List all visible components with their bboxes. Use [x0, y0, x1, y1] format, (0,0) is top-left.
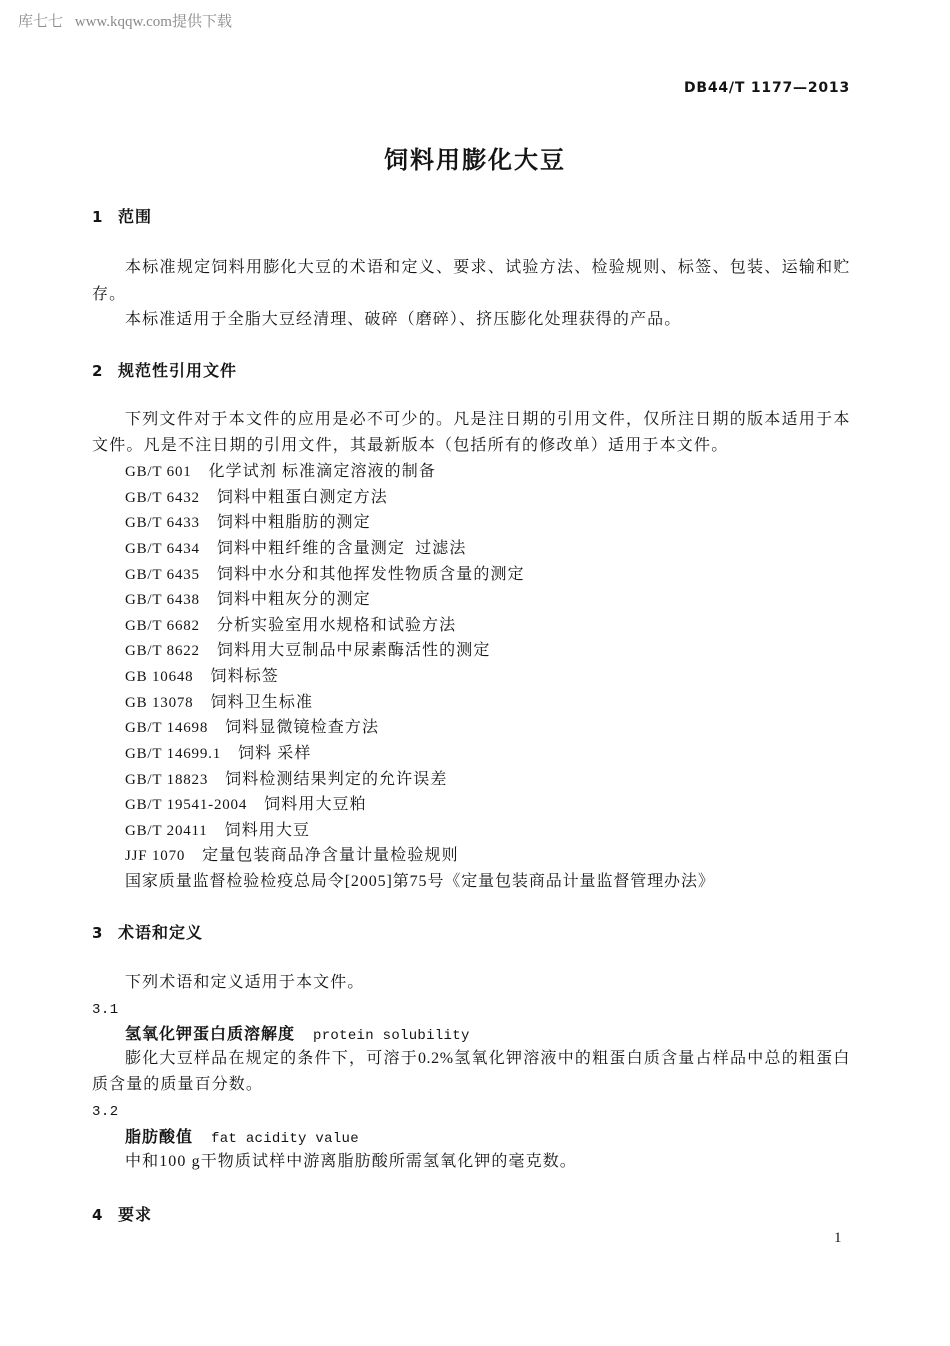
- standard-code-header: DB44/T 1177—2013: [683, 80, 850, 96]
- reference-item: [125, 590, 715, 616]
- paragraph-line: 下列术语和定义适用于本文件。: [125, 974, 365, 991]
- reference-title: 饲料中水分和其他挥发性物质含量的测定: [216, 565, 525, 583]
- reference-code: GB/T 6433: [125, 515, 200, 532]
- term-heading: [125, 1127, 359, 1147]
- term-number: 3.2: [92, 1104, 119, 1120]
- reference-item: [125, 565, 715, 591]
- document-title: 饲料用膨化大豆: [384, 146, 566, 174]
- paragraph-line: 本标准规定饲料用膨化大豆的术语和定义、要求、试验方法、检验规则、标签、包装、运输和贮: [125, 259, 850, 276]
- reference-code: GB/T 6682: [125, 617, 200, 634]
- term-number: 3.1: [92, 1002, 119, 1018]
- normative-references-list: [125, 462, 715, 898]
- reference-title: 饲料中粗纤维的含量测定 过滤法: [216, 539, 467, 557]
- section-heading-normative-references: [92, 361, 237, 381]
- term-english: protein solubility: [313, 1028, 470, 1044]
- reference-item: [125, 488, 715, 514]
- reference-code: GB/T 18823: [125, 771, 209, 788]
- reference-code: GB/T 14699.1: [125, 745, 221, 762]
- section-number: 3: [92, 924, 103, 942]
- reference-note-item: [125, 872, 715, 898]
- paragraph-line: 本标准适用于全脂大豆经清理、破碎（磨碎）、挤压膨化处理获得的产品。: [125, 311, 682, 328]
- paragraph-line: 存。: [92, 286, 127, 303]
- reference-title: 饲料中粗蛋白测定方法: [216, 488, 388, 506]
- term-english: fat acidity value: [211, 1131, 359, 1147]
- term-chinese: 脂肪酸值: [125, 1127, 194, 1146]
- section-title: 要求: [118, 1205, 153, 1224]
- reference-item: [125, 641, 715, 667]
- reference-title: 饲料中粗脂肪的测定: [216, 514, 371, 532]
- reference-item: [125, 693, 715, 719]
- definition-line: 质含量的质量百分数。: [92, 1076, 264, 1093]
- reference-title: 定量包装商品净含量计量检验规则: [202, 847, 459, 865]
- reference-code: GB/T 6435: [125, 566, 200, 583]
- page-number: 1: [834, 1230, 842, 1246]
- section-heading-terms-and-definitions: [92, 923, 203, 943]
- term-chinese: 氢氧化钾蛋白质溶解度: [125, 1024, 296, 1043]
- reference-title: 饲料检测结果判定的允许误差: [225, 770, 448, 788]
- reference-code: GB/T 6434: [125, 540, 200, 557]
- section-title: 范围: [118, 207, 153, 226]
- reference-item: [125, 821, 715, 847]
- reference-code: JJF 1070: [125, 848, 186, 865]
- reference-item: [125, 513, 715, 539]
- reference-title: 饲料用大豆粕: [264, 796, 367, 814]
- section-heading-requirements: [92, 1205, 152, 1225]
- reference-item: [125, 539, 715, 565]
- reference-item: [125, 795, 715, 821]
- term-heading: [125, 1024, 470, 1044]
- paragraph-line: 下列文件对于本文件的应用是必不可少的。凡是注日期的引用文件，仅所注日期的版本适用于本: [125, 411, 850, 428]
- reference-item: [125, 616, 715, 642]
- paragraph-line: 文件。凡是不注日期的引用文件，其最新版本（包括所有的修改单）适用于本文件。: [92, 437, 729, 454]
- reference-title: 饲料显微镜检查方法: [225, 719, 380, 737]
- reference-item: [125, 718, 715, 744]
- reference-code: GB/T 19541-2004: [125, 797, 248, 814]
- reference-title: 饲料 采样: [238, 744, 312, 762]
- section-title: 规范性引用文件: [118, 361, 238, 380]
- reference-title: 饲料中粗灰分的测定: [216, 591, 371, 609]
- section-number: 4: [92, 1206, 103, 1224]
- section-heading-scope: [92, 207, 152, 227]
- definition-line: 膨化大豆样品在规定的条件下，可溶于0.2%氢氧化钾溶液中的粗蛋白质含量占样品中总的粗蛋白: [125, 1050, 850, 1067]
- reference-code: GB 10648: [125, 669, 194, 685]
- section-number: 2: [92, 362, 103, 380]
- reference-code: GB/T 8622: [125, 643, 200, 660]
- reference-title: 分析实验室用水规格和试验方法: [216, 616, 457, 634]
- reference-code: GB/T 6438: [125, 592, 200, 609]
- reference-item: [125, 770, 715, 796]
- section-title: 术语和定义: [118, 923, 204, 942]
- reference-title: 饲料卫生标准: [210, 693, 314, 711]
- reference-item: [125, 462, 715, 488]
- reference-item: [125, 667, 715, 693]
- watermark-text: 库七七 www.kqqw.com提供下载: [18, 14, 232, 30]
- reference-item: [125, 846, 715, 872]
- reference-code: GB/T 6432: [125, 489, 200, 506]
- reference-note: 国家质量监督检验检疫总局令[2005]第75号《定量包装商品计量监督管理办法》: [125, 873, 715, 890]
- reference-code: GB/T 601: [125, 464, 192, 480]
- reference-code: GB/T 14698: [125, 720, 209, 737]
- definition-line: 中和100 g干物质试样中游离脂肪酸所需氢氧化钾的毫克数。: [125, 1153, 577, 1170]
- reference-title: 饲料标签: [210, 668, 279, 685]
- reference-code: GB 13078: [125, 694, 194, 711]
- reference-title: 饲料用大豆制品中尿素酶活性的测定: [216, 642, 491, 660]
- reference-title: 化学试剂 标准滴定溶液的制备: [208, 463, 436, 480]
- reference-title: 饲料用大豆: [224, 821, 311, 839]
- section-number: 1: [92, 208, 103, 226]
- reference-item: [125, 744, 715, 770]
- reference-code: GB/T 20411: [125, 822, 208, 839]
